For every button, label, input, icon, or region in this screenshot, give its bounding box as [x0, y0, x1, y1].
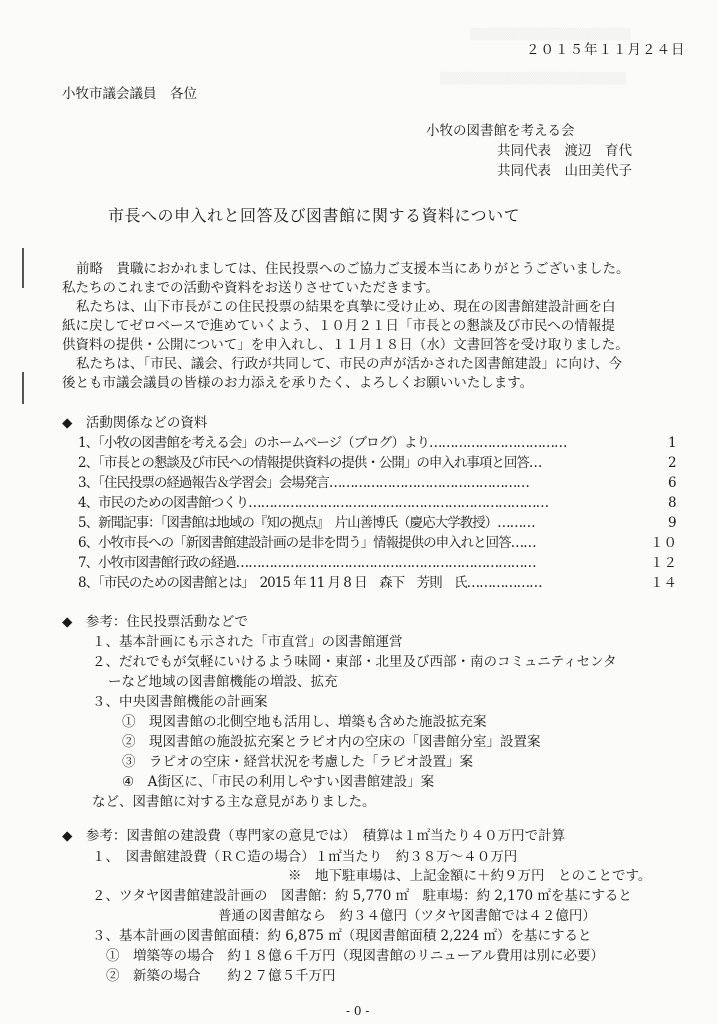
referendum-line: など、図書館に対する主な意見がありました。 — [92, 794, 376, 810]
referendum-line: ② 現図書館の施設拡充案とラピオ内の空床の「図書館分室」設置案 — [122, 734, 541, 750]
document-title: 市長への申入れと回答及び図書館に関する資料について — [108, 206, 521, 225]
show-through-text: ▒▒▒▒▒▒▒▒▒▒▒▒▒▒▒▒▒▒▒ — [470, 28, 631, 41]
toc-item-text: 5、新聞記事：「図書館は地域の『知の拠点』 片山善博氏（慶応大学教授）……… — [78, 515, 535, 531]
toc-item-page: １０ — [650, 535, 677, 551]
document-date: ２０１５年１１月２４日 — [526, 42, 686, 58]
cost-line: ３、基本計画の図書館面積：約 6,875 ㎡（現図書館面積 2,224 ㎡）を基にすると — [92, 928, 592, 944]
toc-item-text: 3、「住民投票の経過報告＆学習会」会場発言………………………………………… — [78, 475, 529, 491]
toc-item-text: 6、小牧市長への「新図書館建設計画の是非を問う」情報提供の申入れと回答…… — [78, 535, 536, 551]
cost-line: ① 増築等の場合 約１８億６千万円（現図書館のリニューアル費用は別に必要） — [106, 948, 605, 964]
toc-item-page: 6 — [668, 475, 677, 491]
toc-item-page: 2 — [668, 455, 677, 471]
referendum-line: ーなど地域の図書館機能の増設、拡充 — [108, 674, 338, 690]
referendum-line: ③ ラピオの空床・経営状況を考慮した「ラピオ設置」案 — [122, 754, 473, 770]
body-line: 私たちは、山下市長がこの住民投票の結果を真摯に受け止め、現在の図書館建設計画を白 — [76, 299, 616, 315]
referendum-line: ２、だれでもが気軽にいけるよう味岡・東部・北里及び西部・南のコミュニティセンタ — [92, 654, 617, 670]
toc-item-text: 7、小牧市図書館行政の経過……………………………………………………………… — [78, 555, 536, 571]
co-representative-2: 共同代表 山田美代子 — [497, 163, 632, 179]
toc-item-text: 2、「市長との懇談及び市民への情報提供資料の提供・公開」の申入れ事項と回答… — [78, 455, 542, 471]
body-line: 紙に戻してゼロベースで進めていくよう、１０月２１日「市長との懇談及び市民への情報提 — [62, 318, 615, 334]
section-heading-materials: ◆ 活動関係などの資料 — [62, 415, 208, 431]
referendum-line: １、基本計画にも示された「市直営」の図書館運営 — [92, 634, 403, 650]
referendum-line: ④ A街区に、「市民の利用しやすい図書館建設」案 — [122, 774, 435, 790]
toc-item-page: 1 — [668, 435, 677, 451]
referendum-line: ３、中央図書館機能の計画案 — [92, 694, 268, 710]
cost-line: 普通の図書館なら 約３４億円（ツタヤ図書館では４２億円） — [218, 908, 596, 924]
cost-line: ２、ツタヤ図書館建設計画の 図書館：約 5,770 ㎡ 駐車場：約 2,170 ㎡を基にすると — [92, 888, 632, 904]
cost-line: ② 新築の場合 約２７億５千万円 — [106, 968, 336, 984]
body-line: 私たちのこれまでの活動や資料をお送りさせていただきます。 — [62, 280, 439, 296]
section-heading-referendum: ◆ 参考：住民投票活動などで — [62, 614, 248, 630]
margin-mark — [22, 372, 24, 404]
cost-line: ※ 地下駐車場は、上記金額に＋約９万円 とのことです。 — [288, 868, 652, 884]
sender-organization: 小牧の図書館を考える会 — [426, 123, 575, 139]
page-number: - 0 - — [346, 1004, 370, 1018]
show-through-text: ▒▒▒▒▒▒▒▒▒▒▒▒▒▒▒▒▒▒▒▒▒▒ — [440, 72, 627, 85]
body-line: 前略 貴職におかれましては、住民投票へのご協力ご支援本当にありがとうございました。 — [76, 261, 630, 277]
recipient-line: 小牧市議会議員 各位 — [62, 86, 197, 102]
toc-item-text: 8、「市民のための図書館とは」 2015 年 11 月 8 日 森下 芳則 氏……………… — [78, 575, 542, 591]
co-representative-1: 共同代表 渡辺 育代 — [497, 143, 632, 159]
section-heading-cost: ◆ 参考：図書館の建設費（専門家の意見では） 積算は１㎡当たり４０万円で計算 — [62, 828, 566, 844]
toc-item-page: １２ — [650, 555, 677, 571]
margin-mark — [22, 248, 24, 288]
toc-item-page: １４ — [650, 575, 677, 591]
body-line: 供資料の提供・公開について」を申入れし、１１月１８日（水）文書回答を受け取りました。 — [62, 337, 629, 353]
body-line: 私たちは、「市民、議会、行政が共同して、市民の声が活かされた図書館建設」に向け、今 — [76, 356, 622, 372]
toc-item-page: 9 — [668, 515, 677, 531]
body-line: 後とも市議会議員の皆様のお力添えを承りたく、よろしくお願いいたします。 — [62, 375, 534, 391]
toc-item-text: 1、「小牧の図書館を考える会」のホームページ（ブログ）より…………………………… — [78, 435, 567, 451]
referendum-line: ① 現図書館の北側空地も活用し、増築も含めた施設拡充案 — [122, 714, 487, 730]
cost-line: １、 図書館建設費（ＲＣ造の場合）１㎡当たり 約３８万～４０万円 — [92, 849, 518, 865]
toc-item-page: 8 — [668, 495, 677, 511]
toc-item-text: 4、市民のための図書館つくり……………………………………………………………… — [78, 495, 549, 511]
